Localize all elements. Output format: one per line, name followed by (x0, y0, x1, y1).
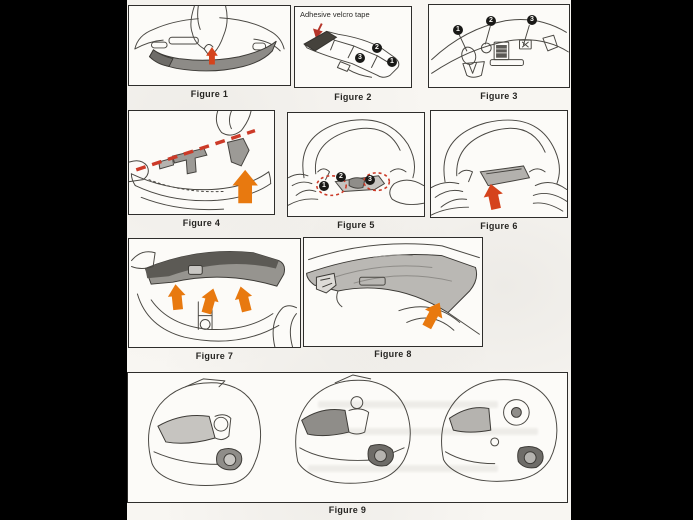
figure-6-panel (430, 110, 568, 218)
figure-7-panel (128, 238, 301, 348)
up-arrow-icon (167, 283, 187, 310)
figure-2-caption: Figure 2 (334, 92, 372, 102)
adhesive-velcro-tape-label: Adhesive velcro tape (300, 10, 370, 19)
up-arrow-icon (481, 182, 506, 211)
marker-1-badge: 1 (319, 181, 329, 191)
figure-8-caption: Figure 8 (374, 349, 412, 359)
velcro-tape-part-drawing (295, 7, 411, 87)
chin-curtain-install-drawing (129, 6, 290, 85)
figure-1-panel (128, 5, 291, 86)
figure-7-caption: Figure 7 (195, 351, 234, 361)
figure-4-caption: Figure 4 (182, 218, 221, 228)
figure-2-panel (294, 6, 412, 88)
figure-4-panel (128, 110, 275, 215)
figure-6-caption: Figure 6 (480, 221, 518, 231)
marker-3-badge: 3 (355, 53, 365, 63)
marker-3-badge: 3 (527, 15, 537, 25)
up-arrow-icon (198, 286, 222, 315)
three-helmet-types-drawing (128, 373, 567, 502)
figure-5-panel (287, 112, 425, 217)
press-pad-into-helmet-drawing (431, 111, 567, 217)
marker-3-badge: 3 (365, 175, 375, 185)
neck-roll-alignment-drawing (129, 111, 274, 214)
helmet-upside-down-points-drawing (288, 113, 424, 216)
figure-9-panel (127, 372, 568, 503)
marker-2-badge: 2 (336, 172, 346, 182)
rim-trim-refit-drawing (129, 239, 300, 347)
figure-5-caption: Figure 5 (337, 220, 375, 230)
marker-2-badge: 2 (486, 16, 496, 26)
helmet-rim-positions-drawing (429, 5, 569, 87)
figure-8-panel (303, 237, 483, 347)
figure-9-caption: Figure 9 (328, 505, 367, 515)
marker-1-badge: 1 (387, 57, 397, 67)
rim-band-closeup-drawing (304, 238, 482, 346)
marker-1-badge: 1 (453, 25, 463, 35)
figure-1-caption: Figure 1 (190, 89, 229, 99)
up-arrow-icon (232, 284, 255, 313)
scanned-manual-page (127, 0, 571, 520)
figure-3-caption: Figure 3 (480, 91, 518, 101)
figure-3-panel (428, 4, 570, 88)
marker-2-badge: 2 (372, 43, 382, 53)
